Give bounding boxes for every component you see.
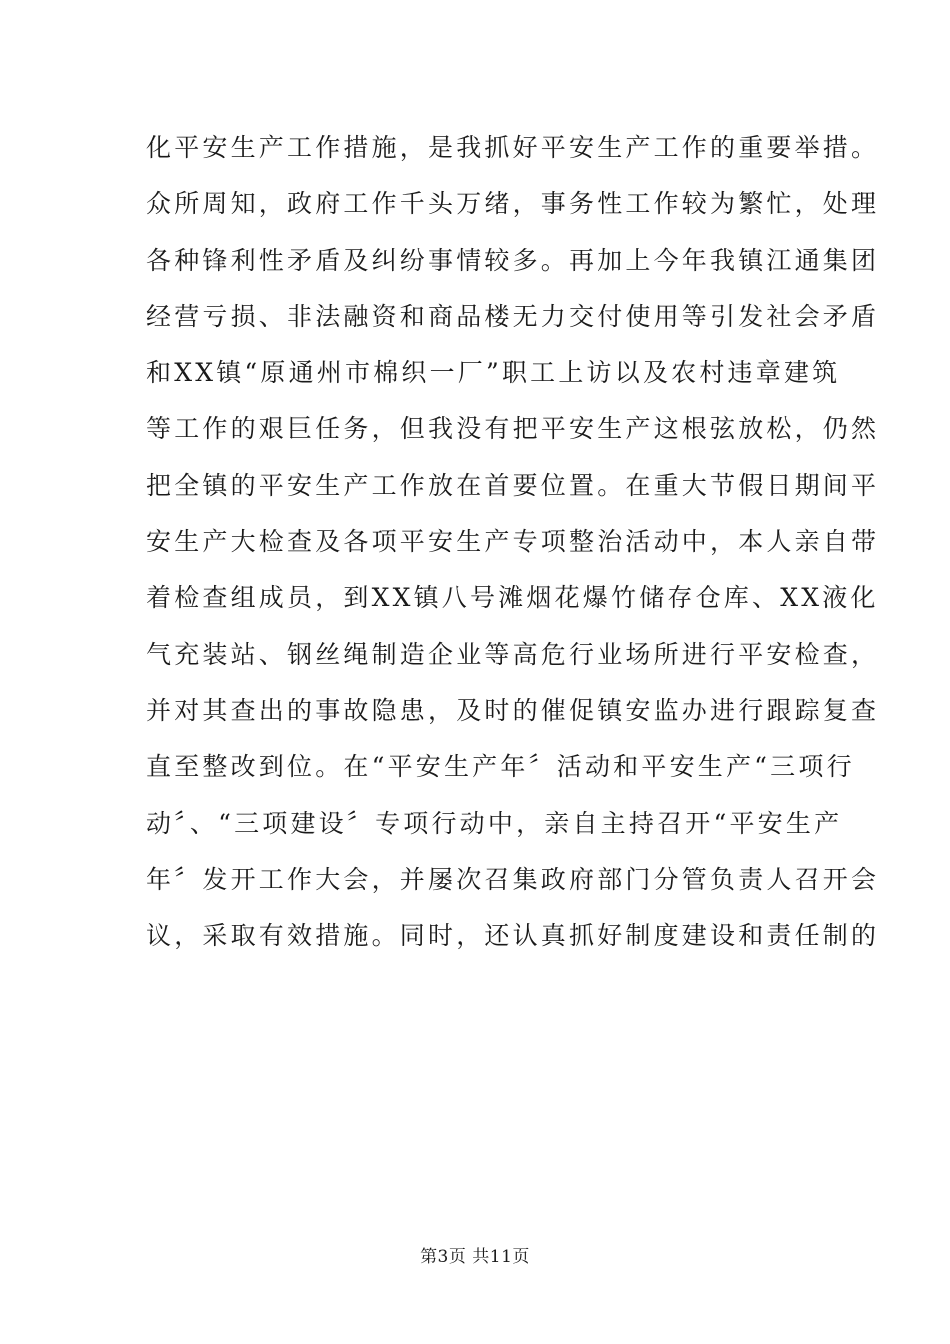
text-line: 并对其查出的事故隐患，及时的催促镇安监办进行跟踪复查	[146, 695, 880, 725]
text-line: 议，采取有效措施。同时，还认真抓好制度建设和责任制的	[146, 921, 880, 951]
text-line: 直至整改到位。在“平安生产年〞活动和平安生产“三项行	[146, 752, 855, 782]
text-line: 经营亏损、非法融资和商品楼无力交付使用等引发社会矛盾	[146, 301, 880, 331]
text-line: 和XX镇“原通州市棉织一厂”职工上访以及农村违章建筑	[146, 358, 841, 388]
text-line: 各种锋利性矛盾及纠纷事情较多。再加上今年我镇江通集团	[146, 245, 880, 275]
page-number-footer: 第3页 共11页	[420, 1247, 530, 1267]
text-line: 着检查组成员，到XX镇八号滩烟花爆竹储存仓库、XX液化	[146, 583, 879, 613]
text-line: 众所周知，政府工作千头万绪，事务性工作较为繁忙，处理	[146, 189, 880, 219]
text-line: 年〞发开工作大会，并屡次召集政府部门分管负责人召开会	[146, 864, 880, 894]
text-line: 化平安生产工作措施，是我抓好平安生产工作的重要举措。	[146, 133, 880, 162]
text-line: 等工作的艰巨任务，但我没有把平安生产这根弦放松，仍然	[146, 414, 880, 444]
text-line: 动〞、“三项建设〞专项行动中，亲自主持召开“平安生产	[146, 808, 843, 838]
text-line: 把全镇的平安生产工作放在首要位置。在重大节假日期间平	[146, 470, 880, 500]
text-line: 气充装站、钢丝绳制造企业等高危行业场所进行平安检查，	[146, 639, 880, 669]
body-text	[146, 124, 880, 968]
text-line: 安生产大检查及各项平安生产专项整治活动中，本人亲自带	[146, 527, 880, 557]
